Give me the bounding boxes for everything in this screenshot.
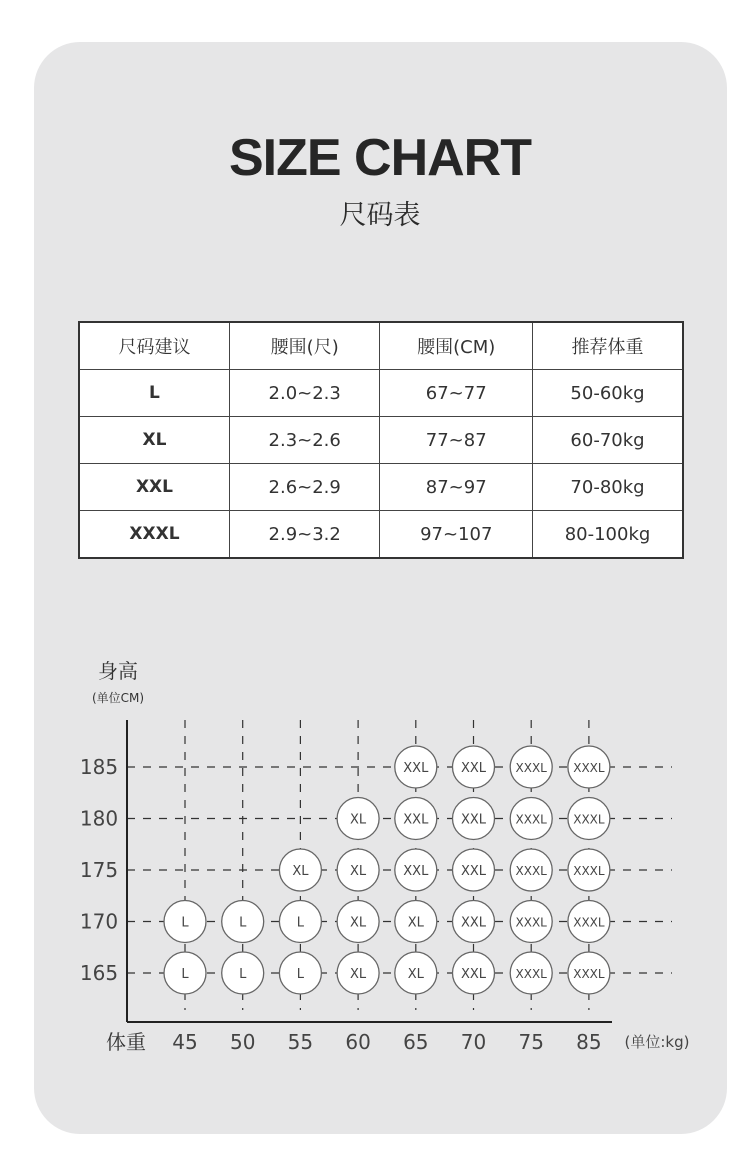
table-cell: 70-80kg bbox=[533, 464, 684, 511]
page-title: SIZE CHART bbox=[229, 129, 531, 187]
size-marker-label: XXXL bbox=[515, 864, 547, 878]
table-cell: 77~87 bbox=[380, 417, 533, 464]
table-cell: 87~97 bbox=[380, 464, 533, 511]
size-marker-label: XXL bbox=[460, 915, 487, 931]
page-subtitle: 尺码表 bbox=[339, 200, 421, 231]
size-marker-label: XL bbox=[407, 915, 424, 931]
table-row bbox=[79, 464, 683, 511]
size-table bbox=[78, 321, 684, 559]
size-marker-label: XXXL bbox=[573, 967, 605, 981]
size-marker-label: XL bbox=[292, 864, 309, 879]
x-tick-label: 50 bbox=[229, 1030, 256, 1054]
x-tick-label: 45 bbox=[172, 1030, 198, 1054]
size-marker-label: XXL bbox=[460, 967, 487, 982]
size-marker-label: L bbox=[181, 967, 189, 982]
size-marker-label: XL bbox=[350, 915, 367, 931]
size-marker-label: XL bbox=[350, 967, 367, 982]
size-marker-label: XL bbox=[350, 864, 367, 879]
table-cell: 2.6~2.9 bbox=[229, 464, 380, 511]
size-marker-label: XXXL bbox=[573, 864, 605, 878]
x-tick-label: 60 bbox=[345, 1030, 371, 1054]
x-tick-label: 75 bbox=[518, 1030, 544, 1054]
x-tick-label: 55 bbox=[287, 1030, 314, 1054]
table-header-cell: 尺码建议 bbox=[79, 322, 229, 370]
table-cell-size: XL bbox=[79, 417, 229, 464]
size-marker-label: XXXL bbox=[515, 915, 547, 930]
x-tick-label: 65 bbox=[403, 1030, 429, 1054]
y-tick-label: 165 bbox=[79, 961, 119, 985]
size-marker-label: XXL bbox=[403, 761, 429, 776]
table-cell: 2.0~2.3 bbox=[229, 370, 380, 417]
y-tick-label: 185 bbox=[79, 755, 119, 779]
x-tick-label: 85 bbox=[576, 1030, 602, 1054]
x-axis-unit: (单位:kg) bbox=[624, 1033, 690, 1051]
table-row bbox=[79, 511, 683, 559]
size-marker-label: XL bbox=[350, 812, 367, 828]
table-cell: 50-60kg bbox=[533, 370, 684, 417]
size-marker-label: XXXL bbox=[515, 967, 547, 981]
size-marker-label: XXL bbox=[403, 812, 429, 828]
table-row bbox=[79, 417, 683, 464]
table-header-cell: 腰围(尺) bbox=[229, 322, 380, 370]
y-axis-label: 身高 bbox=[98, 659, 138, 683]
size-marker-label: XXL bbox=[460, 761, 487, 776]
size-marker-label: L bbox=[181, 915, 189, 931]
table-cell-size: L bbox=[79, 370, 229, 417]
table-header-row bbox=[79, 322, 683, 370]
table-row bbox=[79, 370, 683, 417]
y-tick-label: 180 bbox=[79, 806, 119, 831]
y-axis-unit: (单位CM) bbox=[91, 691, 145, 705]
y-tick-label: 170 bbox=[79, 909, 119, 934]
table-header-cell: 腰围(CM) bbox=[380, 322, 533, 370]
size-marker-label: XXXL bbox=[515, 812, 547, 827]
size-marker-label: XXL bbox=[460, 864, 487, 879]
table-cell: 2.9~3.2 bbox=[229, 511, 380, 559]
size-grid-chart bbox=[0, 650, 750, 1070]
size-marker-label: XXXL bbox=[573, 761, 605, 775]
size-marker-label: XXL bbox=[460, 812, 487, 828]
size-marker-label: L bbox=[239, 915, 247, 931]
size-marker-label: L bbox=[239, 967, 247, 982]
size-marker-label: XXXL bbox=[515, 761, 547, 775]
table-cell-size: XXXL bbox=[79, 511, 229, 559]
table-cell: 67~77 bbox=[380, 370, 533, 417]
table-header-cell: 推荐体重 bbox=[533, 322, 684, 370]
table-cell: 60-70kg bbox=[533, 417, 684, 464]
table-cell: 97~107 bbox=[380, 511, 533, 559]
size-marker-label: XL bbox=[407, 967, 424, 982]
size-marker-label: XXXL bbox=[573, 812, 605, 827]
size-marker-label: XXL bbox=[403, 864, 429, 879]
x-tick-label: 70 bbox=[460, 1030, 487, 1054]
size-marker-label: XXXL bbox=[573, 915, 605, 930]
x-axis-label: 体重 bbox=[106, 1030, 146, 1054]
table-cell: 2.3~2.6 bbox=[229, 417, 380, 464]
y-tick-label: 175 bbox=[79, 858, 119, 882]
table-cell: 80-100kg bbox=[533, 511, 684, 559]
size-marker-label: L bbox=[296, 915, 305, 931]
size-marker-label: L bbox=[296, 967, 305, 982]
table-cell-size: XXL bbox=[79, 464, 229, 511]
